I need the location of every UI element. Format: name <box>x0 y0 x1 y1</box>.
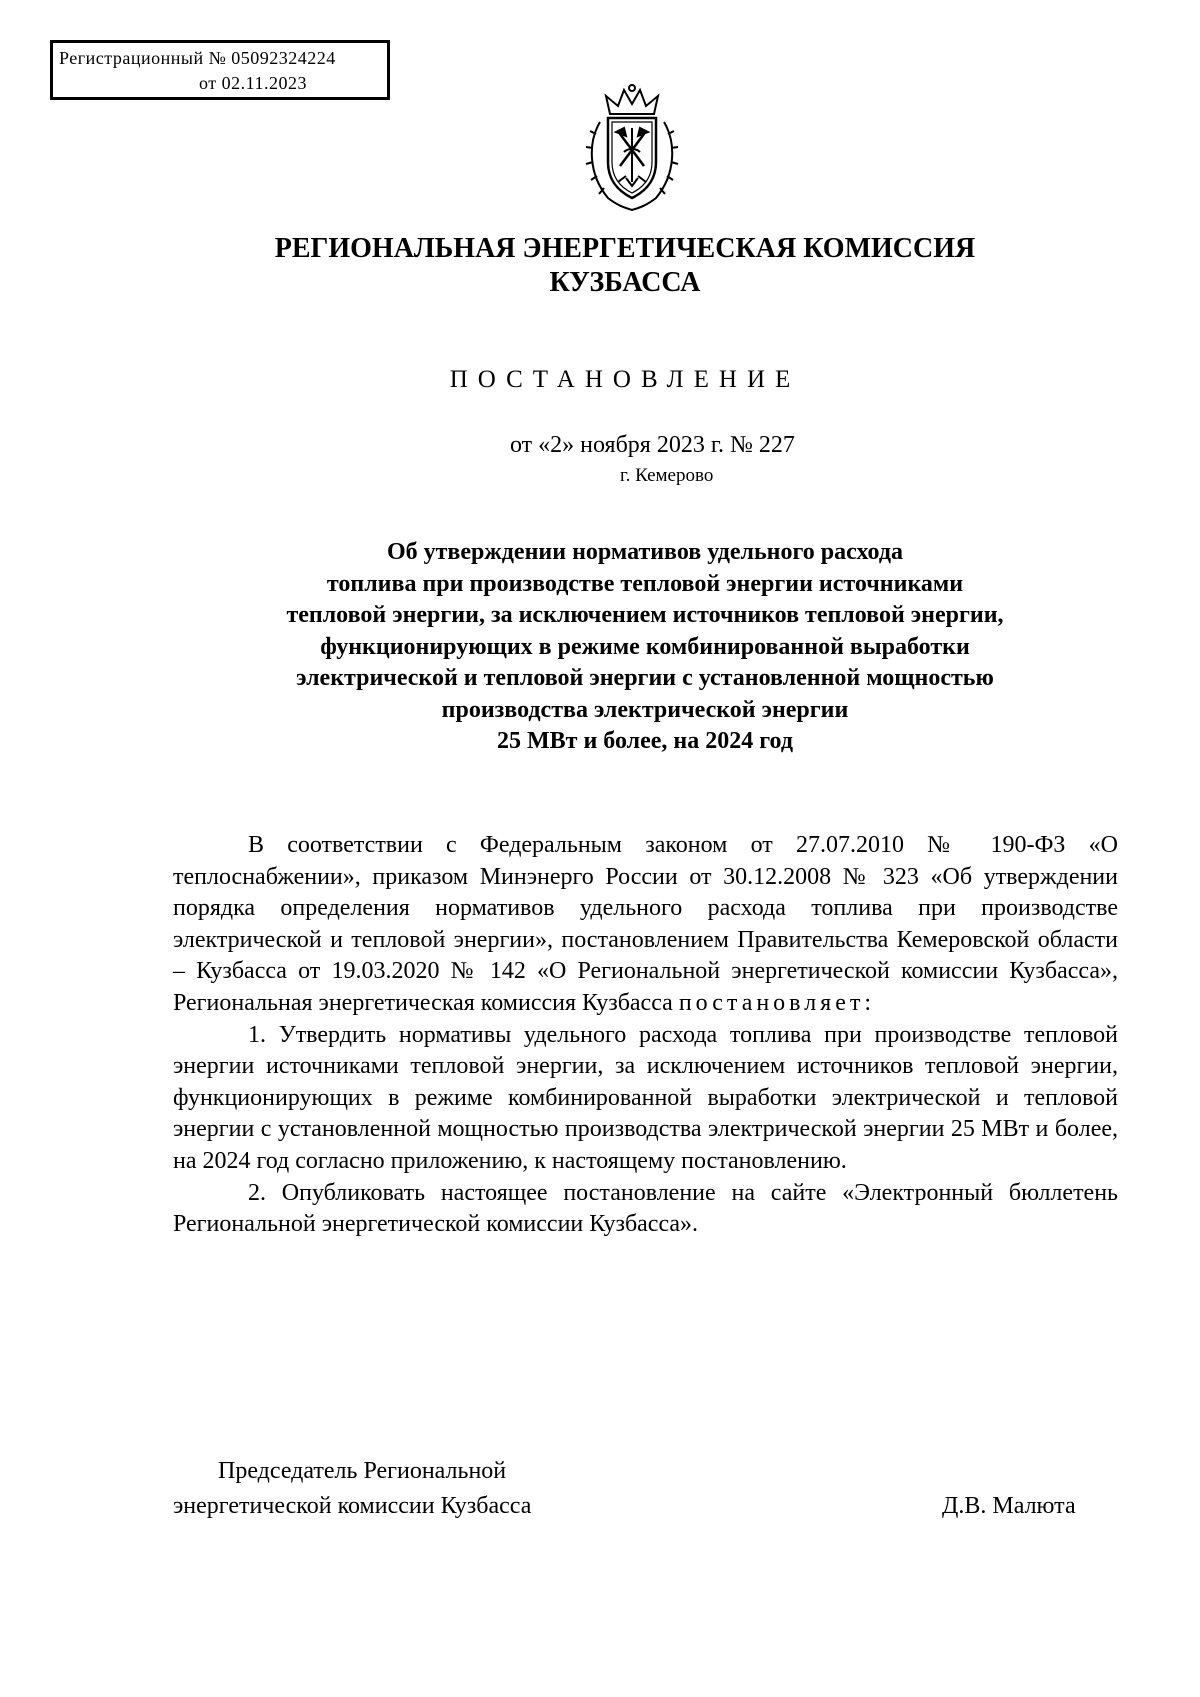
organization-title <box>0 232 1200 300</box>
signatory-title-line2: энергетической комиссии Кузбасса <box>173 1493 532 1519</box>
document-city: г. Кемерово <box>620 465 714 486</box>
registration-date: от 02.11.2023 <box>199 73 307 93</box>
preamble-text: В соответствии с Федеральным законом от 27.07.2010 № 190-ФЗ «О теплоснабжении», приказом Минэнерго России от 30.12.2008 № 323 «Об утверждении порядка определения нормативов удельного расхода топлива при производстве электрической и тепловой энергии», постановлением Правительства Кемеровской области – Кузбасса от 19.03.2020 № 142 «О Региональной энергетической комиссии Кузбасса», Региональная энергетическая комиссия Кузбасса <box>173 832 1118 1016</box>
subject-line: 25 МВт и более, на 2024 год <box>497 728 793 754</box>
document-subject <box>0 537 1200 758</box>
document-type: ПОСТАНОВЛЕНИЕ <box>449 366 801 393</box>
signatory-title-line1: Председатель Региональной <box>218 1458 507 1484</box>
kuzbass-coat-of-arms-icon <box>582 82 682 212</box>
signatory-title <box>173 1454 531 1524</box>
preamble-paragraph <box>173 830 1118 1020</box>
document-body <box>173 830 1118 1241</box>
item-2-paragraph: 2. Опубликовать настоящее постановление на сайте «Электронный бюллетень Региональной энергетической комиссии Кузбасса». <box>173 1179 1118 1238</box>
organization-title-line1: РЕГИОНАЛЬНАЯ ЭНЕРГЕТИЧЕСКАЯ КОМИССИЯ <box>274 233 976 264</box>
item-1-paragraph: 1. Утвердить нормативы удельного расхода топлива при производстве тепловой энергии источниками тепловой энергии, за исключением источников тепловой энергии, функционирующих в режиме комбинированной выработки электрической и тепловой энергии с установленной мощностью производства электрической энергии 25 МВт и более, на 2024 год согласно приложению, к настоящему постановлению. <box>173 1021 1118 1174</box>
subject-line: Об утверждении нормативов удельного расхода <box>386 539 904 565</box>
registration-stamp <box>50 40 390 100</box>
subject-line: топлива при производстве тепловой энергии источниками <box>326 570 964 597</box>
document-date-number: от «2» ноября 2023 г. № 227 <box>510 432 795 458</box>
subject-line: производства электрической энергии <box>441 696 849 723</box>
registration-number: Регистрационный № 05092324224 <box>59 48 336 68</box>
organization-title-line2: КУЗБАССА <box>549 267 701 298</box>
subject-line: функционирующих в режиме комбинированной выработки <box>320 633 970 660</box>
signatory-name: Д.В. Малюта <box>942 1493 1076 1519</box>
subject-line: электрической и тепловой энергии с установленной мощностью <box>296 665 994 691</box>
decree-word: постановляет: <box>678 989 876 1016</box>
subject-line: тепловой энергии, за исключением источников тепловой энергии, <box>286 602 1004 628</box>
